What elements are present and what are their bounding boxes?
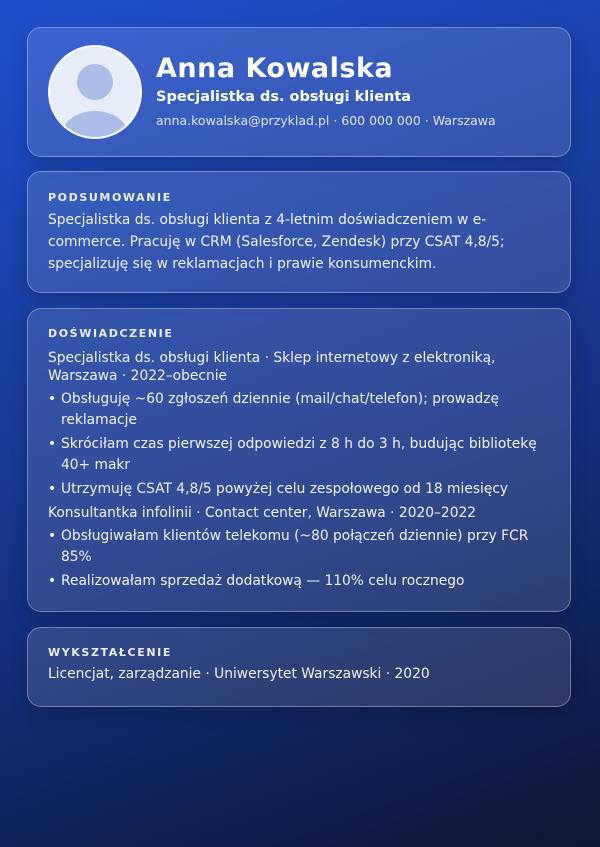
- person-silhouette-icon: [50, 47, 140, 137]
- avatar: [48, 45, 142, 139]
- contact-line: anna.kowalska@przyklad.pl · 600 000 000 · Warszawa: [156, 113, 496, 128]
- list-item: [48, 389, 546, 431]
- education-title: WYKSZTAŁCENIE: [48, 646, 172, 659]
- job-bullets: [48, 526, 546, 592]
- job-bullets: [48, 389, 546, 500]
- bullet-text: Obsługuję ~60 zgłoszeń dziennie (mail/chat/telefon); prowadzę reklamacje: [61, 391, 500, 428]
- job-entry: [48, 504, 546, 592]
- bullet-icon: •: [48, 436, 57, 452]
- education-card: [27, 627, 571, 707]
- candidate-name: Anna Kowalska: [156, 53, 394, 84]
- summary-title: PODSUMOWANIE: [48, 191, 172, 204]
- job-heading: Specjalistka ds. obsługi klienta · Sklep internetowy z elektroniką, Warszawa · 2022–obecnie: [48, 350, 496, 384]
- bullet-text: Skróciłam czas pierwszej odpowiedzi z 8 h do 3 h, budując bibliotekę 40+ makr: [61, 436, 537, 473]
- bullet-text: Obsługiwałam klientów telekomu (~80 połączeń dziennie) przy FCR 85%: [61, 528, 529, 565]
- education-text: Licencjat, zarządzanie · Uniwersytet Warszawski · 2020: [48, 666, 430, 682]
- bullet-icon: •: [48, 528, 57, 544]
- bullet-text: Realizowałam sprzedaż dodatkową — 110% celu rocznego: [61, 573, 465, 589]
- list-item: [48, 434, 546, 476]
- experience-list: [48, 349, 546, 595]
- summary-card: [27, 171, 571, 293]
- bullet-icon: •: [48, 573, 57, 589]
- bullet-icon: •: [48, 391, 57, 407]
- job-entry: [48, 349, 546, 500]
- experience-title: DOŚWIADCZENIE: [48, 327, 174, 340]
- job-heading: Konsultantka infolinii · Contact center, Warszawa · 2020–2022: [48, 505, 477, 521]
- list-item: [48, 479, 546, 500]
- header-card: [27, 27, 571, 157]
- candidate-role: Specjalistka ds. obsługi klienta: [156, 89, 412, 105]
- list-item: [48, 571, 546, 592]
- bullet-text: Utrzymuję CSAT 4,8/5 powyżej celu zespołowego od 18 miesięcy: [61, 481, 509, 497]
- bullet-icon: •: [48, 481, 57, 497]
- summary-text: Specjalistka ds. obsługi klienta z 4-letnim doświadczeniem w e-commerce. Pracuję w CRM (Salesforce, Zendesk) przy CSAT 4,8/5; specjalizuję się w reklamacjach i prawie konsumenckim.: [48, 212, 505, 272]
- list-item: [48, 526, 546, 568]
- experience-card: [27, 308, 571, 612]
